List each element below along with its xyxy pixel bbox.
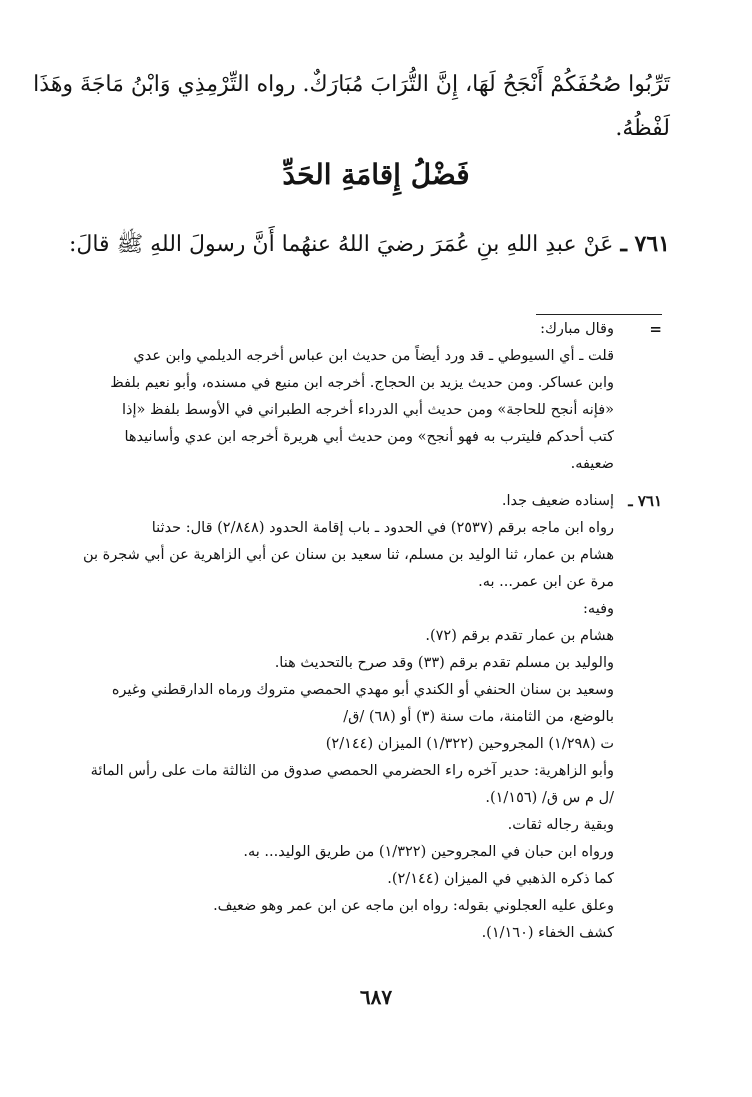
footnote-761 xyxy=(84,488,614,947)
section-heading: فَضْلُ إِقامَةِ الحَدِّ xyxy=(282,158,470,191)
footnote-line: وعلق عليه العجلوني بقوله: رواه ابن ماجه عن ابن عمر وهو ضعيف. xyxy=(213,898,614,914)
footnote-line: وأبو الزاهرية: حدير آخره راء الحضرمي الحمصي صدوق من الثالثة مات على رأس المائة xyxy=(90,763,614,779)
footnote-line: هشام بن عمار تقدم برقم (٧٢). xyxy=(425,628,614,644)
footnote-line: إسناده ضعيف جدا. xyxy=(501,493,614,509)
footnote-line: مرة عن ابن عمر... به. xyxy=(478,574,614,590)
hadith-line xyxy=(68,230,670,262)
hadith-text: عَنْ عبدِ اللهِ بنِ عُمَرَ رضيَ اللهُ عنهُما أَنَّ رسولَ اللهِ ﷺ قالَ: xyxy=(68,232,614,257)
footnote-line: هشام بن عمار، ثنا الوليد بن مسلم، ثنا سعيد بن سنان عن أبي الزاهرية عن أبي شجرة بن xyxy=(82,547,614,563)
footnote-line: قلت ـ أي السيوطي ـ قد ورد أيضاً من حديث ابن عباس أخرجه الديلمي وابن عدي xyxy=(133,348,614,364)
page-number: ٦٨٧ xyxy=(359,985,393,1009)
footnote-line: والوليد بن مسلم تقدم برقم (٣٣) وقد صرح بالتحديث هنا. xyxy=(274,655,614,671)
footnote-line: ضعيفه. xyxy=(570,456,614,472)
footnote-line: وفيه: xyxy=(583,601,614,617)
footnote-line: رواه ابن ماجه برقم (٢٥٣٧) في الحدود ـ باب إقامة الحدود (٢/٨٤٨) قال: حدثنا xyxy=(151,520,614,536)
footnote-line: بالوضع، من الثامنة، مات سنة (٣) أو (٦٨) /ق/ xyxy=(343,709,614,725)
footnote-line: وسعيد بن سنان الحنفي أو الكندي أبو مهدي الحمصي متروك ورماه الدارقطني وغيره xyxy=(111,682,614,698)
footnote-761-marker: ٧٦١ ـ xyxy=(628,492,662,510)
footnote-separator xyxy=(536,314,662,315)
footnote-continuation xyxy=(84,316,614,478)
main-text-line-2: لَفْظُهُ. xyxy=(615,116,670,141)
footnote-line: كتب أحدكم فليترب به فهو أنجح» ومن حديث أبي هريرة أخرجه ابن عدي وأسانيدها xyxy=(124,429,614,445)
main-text-line-1: تَرِّبُوا صُحُفَكُمْ أَنْجَحُ لَهَا، إِنَّ التُّرَابَ مُبَارَكٌ. رواه التِّرْمِذِي وَابْنُ مَاجَةَ وهَذَا xyxy=(33,72,670,97)
footnote-line: ت (١/٢٩٨) المجروحين (١/٣٢٢) الميزان (٢/١٤٤) xyxy=(325,736,614,752)
footnote-line: /ل م س ق/ (١/١٥٦). xyxy=(485,790,614,806)
footnote-line: كما ذكره الذهبي في الميزان (٢/١٤٤). xyxy=(387,871,614,887)
footnote-line: وبقية رجاله ثقات. xyxy=(507,817,614,833)
footnote-line: ورواه ابن حبان في المجروحين (١/٣٢٢) من طريق الوليد... به. xyxy=(243,844,614,860)
footnote-continuation-marker: = xyxy=(649,320,662,338)
hadith-number: ٧٦١ ـ xyxy=(620,231,670,257)
footnote-line: «فإنه أنجح للحاجة» ومن حديث أبي الدرداء أخرجه الطبراني في الأوسط بلفظ «إذا xyxy=(121,402,614,418)
footnote-line: وابن عساكر. ومن حديث يزيد بن الحجاج. أخرجه ابن منيع في مسنده، وأبو نعيم بلفظ xyxy=(110,375,614,391)
footnote-line: كشف الخفاء (١/١٦٠). xyxy=(481,925,614,941)
footnote-line: وقال مبارك: xyxy=(540,321,614,337)
